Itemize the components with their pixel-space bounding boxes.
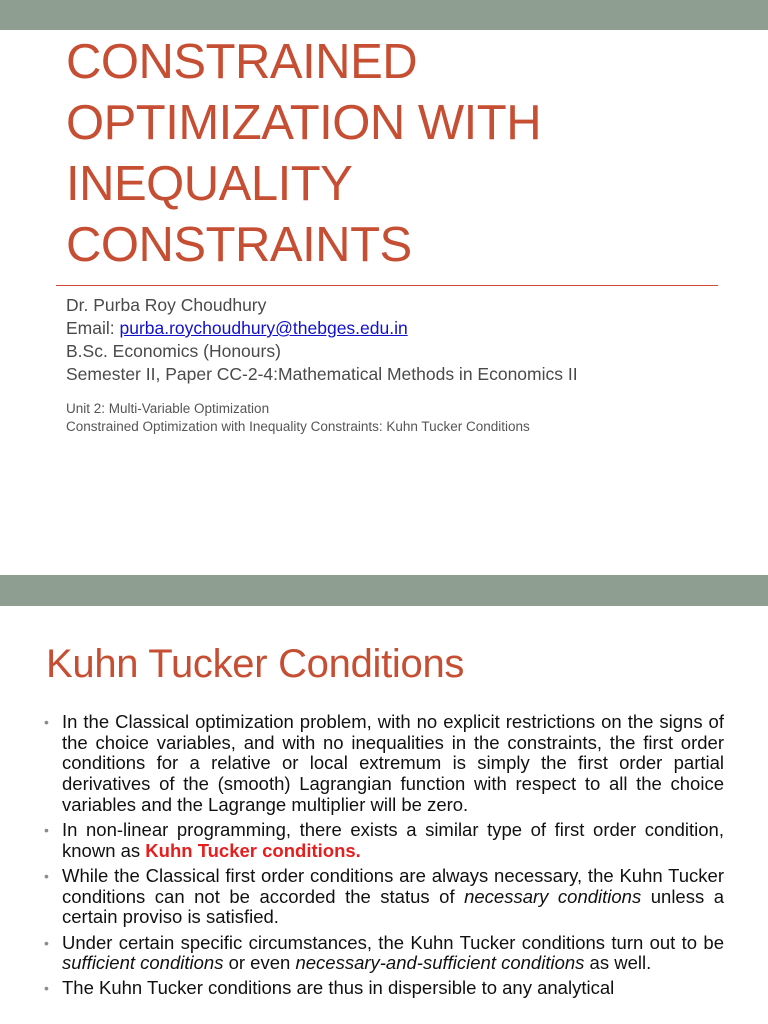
slide-title bbox=[66, 32, 746, 276]
title-line: OPTIMIZATION WITH bbox=[66, 96, 542, 150]
title-underline bbox=[56, 285, 718, 286]
bullet-text: In non-linear programming, there exists a similar type of first order condition, known as bbox=[62, 819, 724, 861]
paper-name: Semester II, Paper CC-2-4:Mathematical Methods in Economics II bbox=[66, 364, 578, 384]
bullet-text: While the Classical first order conditions are always necessary, the Kuhn Tucker conditions can not be accorded the status of bbox=[62, 864, 724, 907]
author-info bbox=[66, 294, 756, 386]
email-link[interactable]: purba.roychoudhury@thebges.edu.in bbox=[119, 318, 408, 338]
subtopic-name: Constrained Optimization with Inequality Constraints: Kuhn Tucker Conditions bbox=[66, 418, 530, 434]
emphasis-text: necessary-and-sufficient conditions bbox=[295, 952, 585, 974]
section-title: Kuhn Tucker Conditions bbox=[46, 642, 465, 686]
bullet-icon: • bbox=[44, 867, 49, 884]
email-line bbox=[66, 317, 756, 340]
bullet-text: The Kuhn Tucker conditions are thus in dispersible to any analytical bbox=[62, 977, 615, 999]
email-label: Email: bbox=[66, 318, 120, 338]
bullet-text-mid: or even bbox=[223, 952, 296, 974]
unit-info bbox=[66, 400, 756, 435]
bullet-icon: • bbox=[44, 822, 49, 839]
bullet-text-end: as well. bbox=[584, 952, 652, 974]
bullet-text: In the Classical optimization problem, with no explicit restrictions on the signs of the choice variables, and with no inequalities in the constraints, the first order conditions for a relative or local extremum is simply the first order partial derivatives of the (smooth) Lagrangian function with respect to all the choice variables and the Lagrange multiplier will be zero. bbox=[62, 711, 724, 815]
bullet-text: Under certain specific circumstances, the Kuhn Tucker conditions turn out to be bbox=[62, 931, 724, 953]
author-name: Dr. Purba Roy Choudhury bbox=[66, 295, 267, 315]
list-item bbox=[44, 978, 724, 999]
course-name: B.Sc. Economics (Honours) bbox=[66, 341, 281, 361]
title-line: INEQUALITY bbox=[66, 157, 353, 211]
unit-name: Unit 2: Multi-Variable Optimization bbox=[66, 401, 270, 416]
list-item bbox=[44, 933, 724, 974]
top-divider-band bbox=[0, 0, 768, 30]
slide-divider-band bbox=[0, 575, 768, 606]
bullet-icon: • bbox=[44, 714, 49, 730]
bullet-text-end: unless a certain proviso is satisfied. bbox=[62, 885, 725, 928]
highlight-text: Kuhn Tucker conditions. bbox=[145, 839, 361, 861]
bullet-icon: • bbox=[44, 934, 49, 951]
emphasis-text: sufficient conditions bbox=[62, 952, 224, 974]
title-line: CONSTRAINTS bbox=[66, 218, 412, 272]
bullet-icon: • bbox=[44, 980, 49, 997]
emphasis-text: necessary conditions bbox=[464, 885, 642, 907]
list-item bbox=[44, 820, 724, 861]
list-item bbox=[44, 712, 724, 816]
title-line: CONSTRAINED bbox=[66, 35, 418, 89]
list-item bbox=[44, 866, 724, 928]
bullet-list bbox=[44, 712, 724, 1004]
